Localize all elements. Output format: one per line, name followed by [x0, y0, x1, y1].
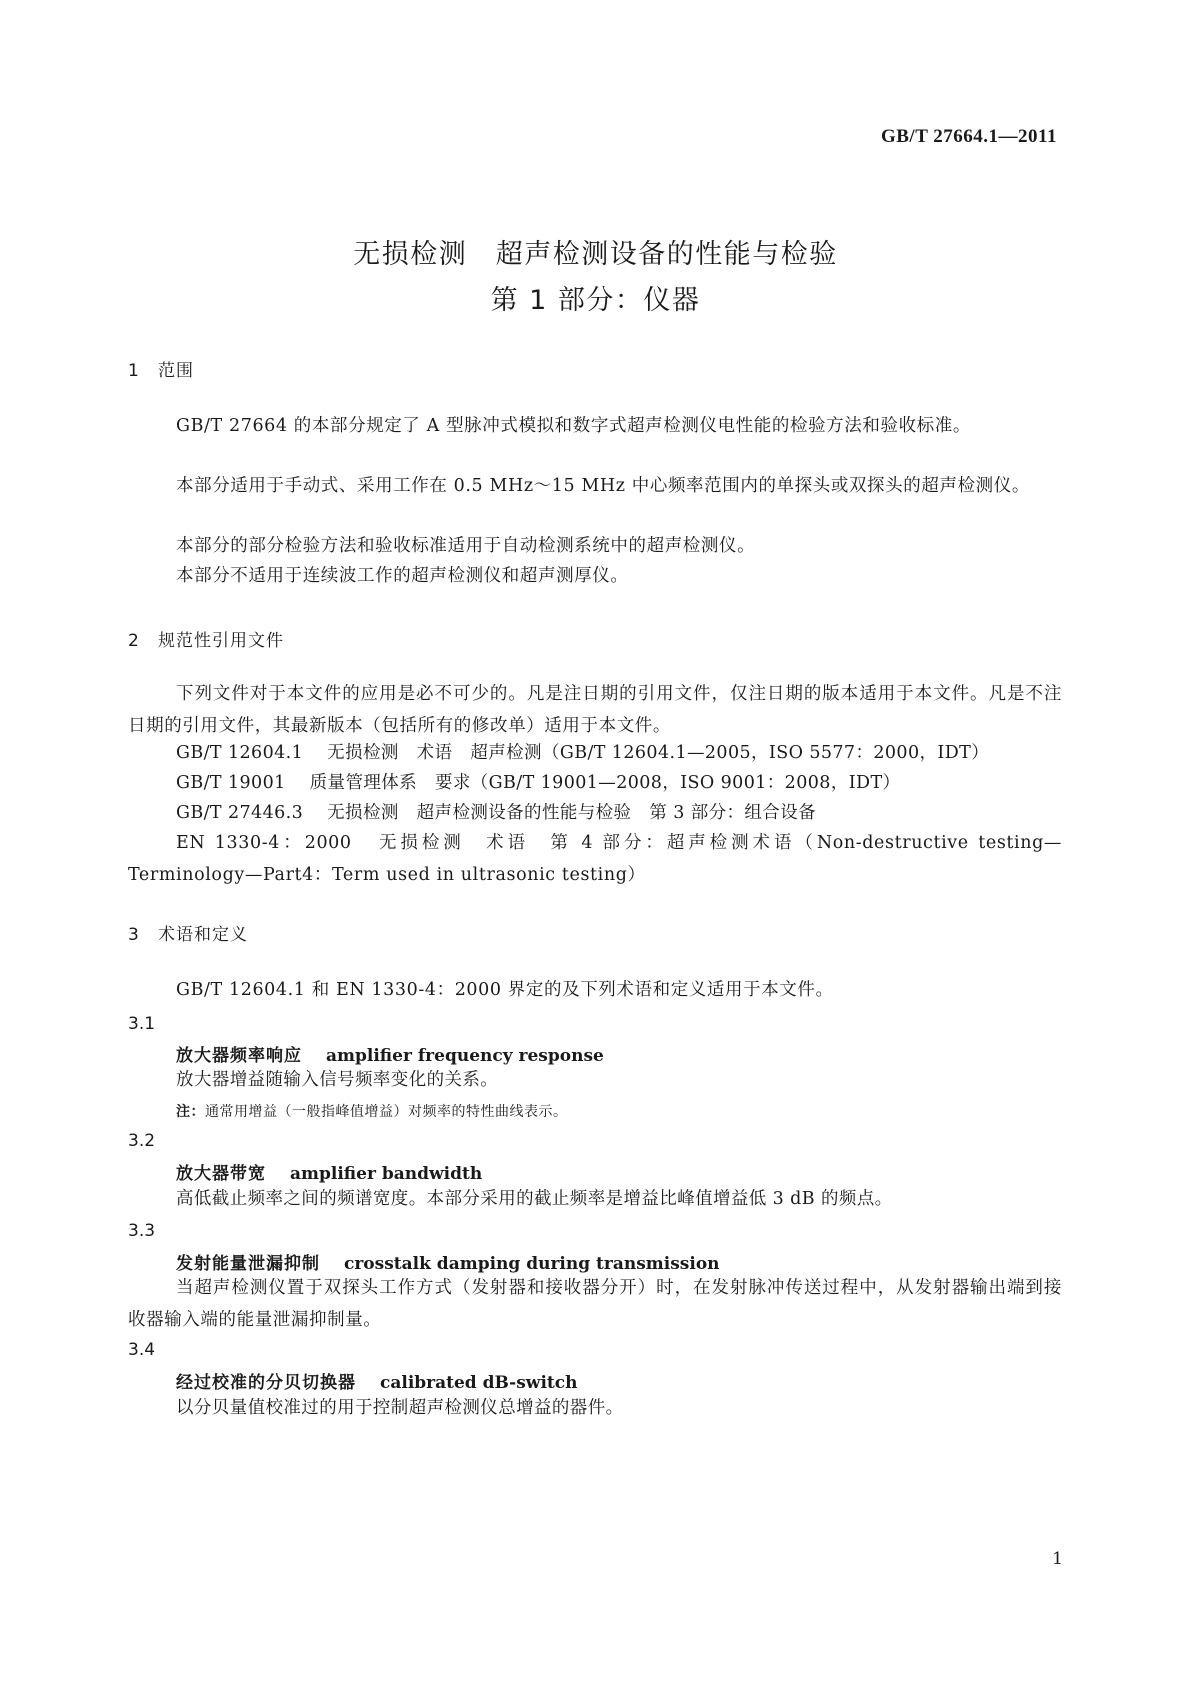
reference-text: 无损检测 术语 第 4 部分：超声检测术语（Non-destructive testing—Terminology—Part4：Term used in ultrasonic testing） [128, 833, 1062, 885]
document-subtitle: 第 1 部分：仪器 [490, 285, 701, 316]
section-title: 术语和定义 [158, 925, 248, 945]
section-title: 规范性引用文件 [158, 631, 284, 651]
term-definition: 高低截止频率之间的频谱宽度。本部分采用的截止频率是增益比峰值增益低 3 dB 的频点。 [176, 1189, 893, 1209]
note-label: 注： [176, 1104, 205, 1120]
reference-code: GB/T 19001 [176, 773, 286, 793]
section-title: 范围 [158, 361, 194, 381]
term-name-cn: 发射能量泄漏抑制 [176, 1254, 320, 1274]
term-definition: 以分贝量值校准过的用于控制超声检测仪总增益的器件。 [176, 1398, 624, 1418]
document-title: 无损检测 超声检测设备的性能与检验 [353, 239, 838, 270]
document-code: GB/T 27664.1—2011 [880, 126, 1057, 147]
term-name [176, 1041, 604, 1066]
term-definition: 放大器增益随输入信号频率变化的关系。 [176, 1070, 499, 1090]
section-number: 1 [128, 361, 140, 381]
term-number: 3.4 [128, 1340, 156, 1360]
section-heading-terms [128, 920, 248, 945]
reference-item [176, 737, 1062, 769]
reference-item [128, 827, 1062, 891]
term-name-en: crosstalk damping during transmission [344, 1254, 720, 1274]
reference-text: 无损检测 术语 超声检测（GB/T 12604.1—2005，ISO 5577：2000，IDT） [327, 743, 990, 763]
section-heading-scope [128, 356, 194, 381]
term-name [176, 1368, 577, 1393]
reference-code: GB/T 12604.1 [176, 743, 304, 763]
terms-intro: GB/T 12604.1 和 EN 1330-4：2000 界定的及下列术语和定义适用于本文件。 [176, 980, 834, 1000]
term-number: 3.1 [128, 1014, 156, 1034]
term-name-cn: 放大器频率响应 [176, 1046, 302, 1066]
term-name-cn: 经过校准的分贝切换器 [176, 1373, 356, 1393]
scope-paragraph: 本部分不适用于连续波工作的超声检测仪和超声测厚仪。 [176, 566, 629, 586]
section-number: 3 [128, 925, 140, 945]
scope-paragraph: 本部分适用于手动式、采用工作在 0.5 MHz～15 MHz 中心频率范围内的单探头或双探头的超声检测仪。 [176, 476, 1030, 496]
reference-text: 无损检测 超声检测设备的性能与检验 第 3 部分：组合设备 [327, 803, 816, 823]
term-name-cn: 放大器带宽 [176, 1164, 266, 1184]
section-number: 2 [128, 631, 140, 651]
term-name-en: amplifier frequency response [326, 1046, 604, 1066]
reference-code: GB/T 27446.3 [176, 803, 304, 823]
term-name [176, 1159, 482, 1184]
term-note [176, 1101, 568, 1121]
term-number: 3.3 [128, 1221, 156, 1241]
section-heading-refs [128, 626, 284, 651]
term-number: 3.2 [128, 1131, 156, 1151]
reference-code: EN 1330-4：2000 [176, 833, 352, 853]
scope-paragraph: 本部分的部分检验方法和验收标准适用于自动检测系统中的超声检测仪。 [176, 536, 756, 556]
reference-item [176, 767, 1062, 799]
scope-paragraph: GB/T 27664 的本部分规定了 A 型脉冲式模拟和数字式超声检测仪电性能的检验方法和验收标准。 [176, 416, 971, 436]
term-definition: 当超声检测仪置于双探头工作方式（发射器和接收器分开）时，在发射脉冲传送过程中，从发射器输出端到接收器输入端的能量泄漏抑制量。 [128, 1278, 1062, 1330]
reference-item [176, 797, 1062, 829]
note-text: 通常用增益（一般指峰值增益）对频率的特性曲线表示。 [205, 1104, 568, 1120]
term-name-en: amplifier bandwidth [290, 1164, 483, 1184]
page-number: 1 [1052, 1549, 1063, 1569]
refs-intro: 下列文件对于本文件的应用是必不可少的。凡是注日期的引用文件，仅注日期的版本适用于本文件。凡是不注日期的引用文件，其最新版本（包括所有的修改单）适用于本文件。 [128, 684, 1062, 736]
term-name [176, 1249, 720, 1274]
term-name-en: calibrated dB-switch [380, 1373, 578, 1393]
reference-text: 质量管理体系 要求（GB/T 19001—2008，ISO 9001：2008，IDT） [309, 773, 901, 793]
